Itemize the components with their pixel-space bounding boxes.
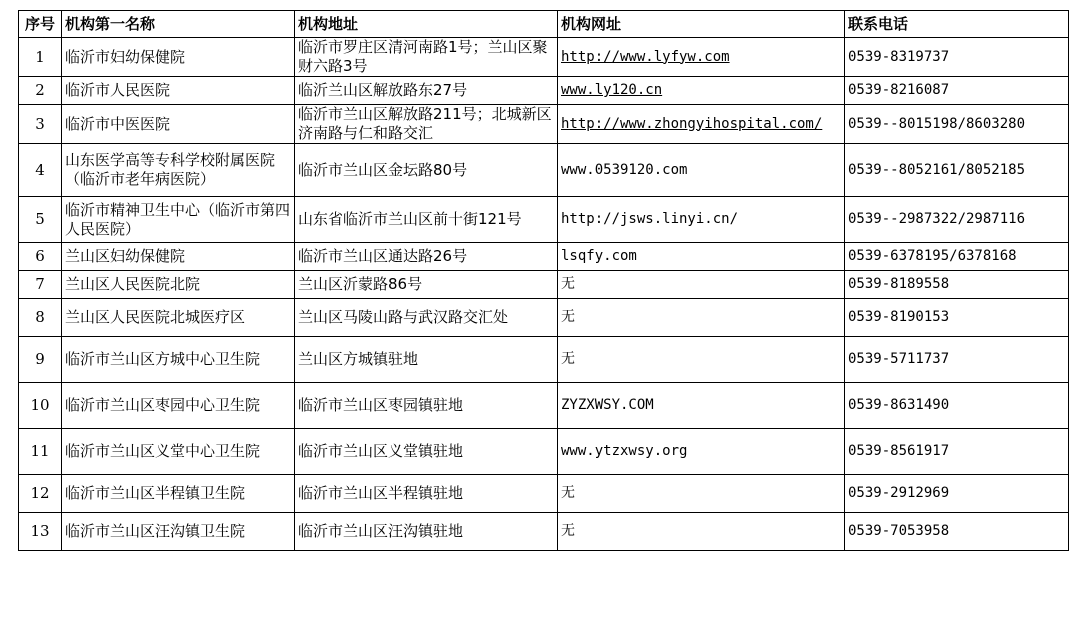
row-name: 临沂市兰山区义堂中心卫生院 [62,429,295,475]
row-website: http://jsws.linyi.cn/ [558,197,845,243]
row-website[interactable] [558,38,845,77]
row-serial: 3 [19,105,62,144]
row-address: 临沂市兰山区半程镇驻地 [295,475,558,513]
table-row [19,243,1069,271]
table-row [19,271,1069,299]
table-row [19,383,1069,429]
header-website: 机构网址 [558,11,845,38]
row-phone: 0539-5711737 [845,337,1069,383]
row-name: 临沂市妇幼保健院 [62,38,295,77]
row-phone: 0539--8015198/8603280 [845,105,1069,144]
row-phone: 0539-8190153 [845,299,1069,337]
row-address: 临沂市兰山区汪沟镇驻地 [295,513,558,551]
row-phone: 0539-7053958 [845,513,1069,551]
row-serial: 11 [19,429,62,475]
table-row [19,144,1069,197]
row-name: 临沂市兰山区半程镇卫生院 [62,475,295,513]
row-website: 无 [558,299,845,337]
institution-table [18,10,1069,551]
row-serial: 1 [19,38,62,77]
row-serial: 13 [19,513,62,551]
row-address: 临沂市兰山区义堂镇驻地 [295,429,558,475]
row-serial: 6 [19,243,62,271]
table-row [19,105,1069,144]
row-website: lsqfy.com [558,243,845,271]
row-serial: 8 [19,299,62,337]
row-phone: 0539-2912969 [845,475,1069,513]
row-website[interactable] [558,105,845,144]
row-name: 临沂市兰山区汪沟镇卫生院 [62,513,295,551]
row-website: www.ytzxwsy.org [558,429,845,475]
row-website: 无 [558,513,845,551]
row-phone: 0539-8319737 [845,38,1069,77]
row-address: 临沂市兰山区金坛路80号 [295,144,558,197]
row-website[interactable] [558,77,845,105]
row-serial: 4 [19,144,62,197]
row-website: 无 [558,337,845,383]
row-name: 临沂市精神卫生中心（临沂市第四人民医院） [62,197,295,243]
table-row [19,299,1069,337]
row-address: 山东省临沂市兰山区前十街121号 [295,197,558,243]
table-header-row [19,11,1069,38]
table-row [19,197,1069,243]
row-address: 临沂市兰山区解放路211号；北城新区济南路与仁和路交汇 [295,105,558,144]
row-website: 无 [558,475,845,513]
website-link[interactable]: www.ly120.cn [561,82,663,98]
header-phone: 联系电话 [845,11,1069,38]
website-link[interactable]: http://www.zhongyihospital.com/ [561,115,823,132]
row-phone: 0539--8052161/8052185 [845,144,1069,197]
row-address: 兰山区马陵山路与武汉路交汇处 [295,299,558,337]
row-address: 临沂兰山区解放路东27号 [295,77,558,105]
row-phone: 0539-8189558 [845,271,1069,299]
row-name: 山东医学高等专科学校附属医院（临沂市老年病医院） [62,144,295,197]
row-name: 临沂市人民医院 [62,77,295,105]
row-name: 兰山区人民医院北城医疗区 [62,299,295,337]
table-row [19,337,1069,383]
row-website: www.0539120.com [558,144,845,197]
table-row [19,475,1069,513]
row-website: 无 [558,271,845,299]
row-phone: 0539-8561917 [845,429,1069,475]
institution-table-container [18,10,1068,551]
row-name: 临沂市兰山区方城中心卫生院 [62,337,295,383]
table-row [19,429,1069,475]
row-serial: 7 [19,271,62,299]
row-phone: 0539--2987322/2987116 [845,197,1069,243]
header-address: 机构地址 [295,11,558,38]
row-address: 兰山区方城镇驻地 [295,337,558,383]
row-address: 临沂市兰山区通达路26号 [295,243,558,271]
row-serial: 10 [19,383,62,429]
row-serial: 9 [19,337,62,383]
row-name: 兰山区人民医院北院 [62,271,295,299]
row-address: 兰山区沂蒙路86号 [295,271,558,299]
header-serial: 序号 [19,11,62,38]
table-row [19,513,1069,551]
row-name: 兰山区妇幼保健院 [62,243,295,271]
header-name: 机构第一名称 [62,11,295,38]
row-name: 临沂市中医医院 [62,105,295,144]
row-website: ZYZXWSY.COM [558,383,845,429]
row-serial: 2 [19,77,62,105]
row-phone: 0539-6378195/6378168 [845,243,1069,271]
row-name: 临沂市兰山区枣园中心卫生院 [62,383,295,429]
table-row [19,77,1069,105]
website-link[interactable]: http://www.lyfyw.com [561,48,730,65]
row-phone: 0539-8631490 [845,383,1069,429]
row-address: 临沂市罗庄区清河南路1号；兰山区聚财六路3号 [295,38,558,77]
row-serial: 12 [19,475,62,513]
row-serial: 5 [19,197,62,243]
row-phone: 0539-8216087 [845,77,1069,105]
row-address: 临沂市兰山区枣园镇驻地 [295,383,558,429]
table-row [19,38,1069,77]
